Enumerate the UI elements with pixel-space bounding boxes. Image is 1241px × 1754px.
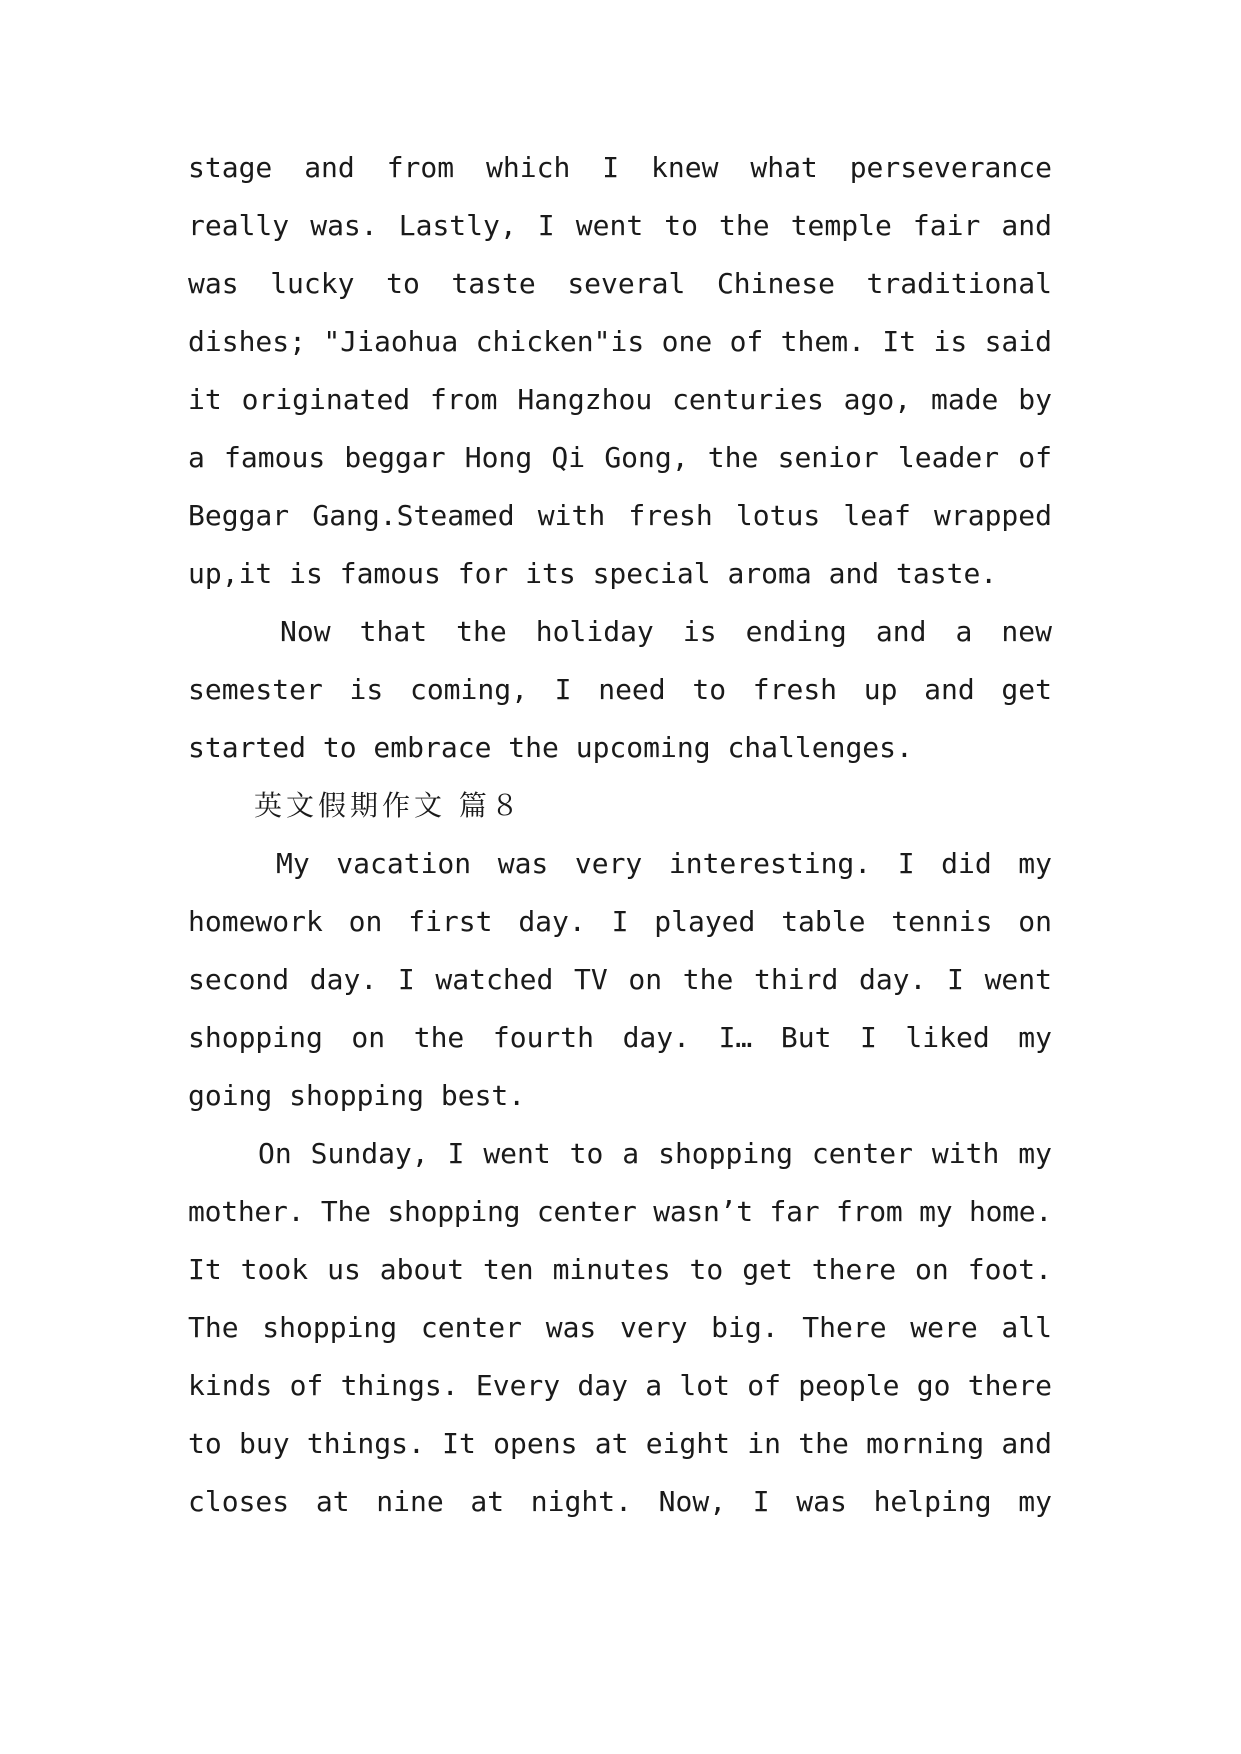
text-line: kinds of things. Every day a lot of people go there [188, 1369, 1052, 1402]
text-line: Beggar Gang.Steamed with fresh lotus leaf wrapped [188, 499, 1052, 532]
text-line: It took us about ten minutes to get there on foot. [188, 1253, 1052, 1286]
paragraph-first-line: My vacation was very interesting. I did my [276, 847, 1052, 880]
text-line: homework on first day. I played table tennis on [188, 905, 1052, 938]
section-heading: 英文假期作文 篇８ [254, 789, 523, 822]
paragraph-first-line: Now that the holiday is ending and a new [280, 615, 1052, 648]
text-line: it originated from Hangzhou centuries ago, made by [188, 383, 1052, 416]
document-body [188, 139, 1052, 1531]
text-line: up,it is famous for its special aroma and taste. [188, 557, 998, 590]
text-line: started to embrace the upcoming challenges. [188, 731, 913, 764]
text-line: closes at nine at night. Now, I was helping my [188, 1485, 1052, 1518]
text-line: to buy things. It opens at eight in the morning and [188, 1427, 1052, 1460]
text-line: stage and from which I knew what perseverance [188, 151, 1052, 184]
text-line: going shopping best. [188, 1079, 526, 1112]
text-line: second day. I watched TV on the third day. I went [188, 963, 1052, 996]
text-line: dishes; "Jiaohua chicken"is one of them. It is said [188, 325, 1052, 358]
text-line: a famous beggar Hong Qi Gong, the senior leader of [188, 441, 1052, 474]
paragraph-first-line: On Sunday, I went to a shopping center with my [258, 1137, 1052, 1170]
text-line: semester is coming, I need to fresh up and get [188, 673, 1052, 706]
text-line: really was. Lastly, I went to the temple fair and [188, 209, 1052, 242]
text-line: shopping on the fourth day. I… But I liked my [188, 1021, 1052, 1054]
text-line: was lucky to taste several Chinese traditional [188, 267, 1052, 300]
text-line: The shopping center was very big. There were all [188, 1311, 1052, 1344]
text-line: mother. The shopping center wasn’t far from my home. [188, 1195, 1052, 1228]
